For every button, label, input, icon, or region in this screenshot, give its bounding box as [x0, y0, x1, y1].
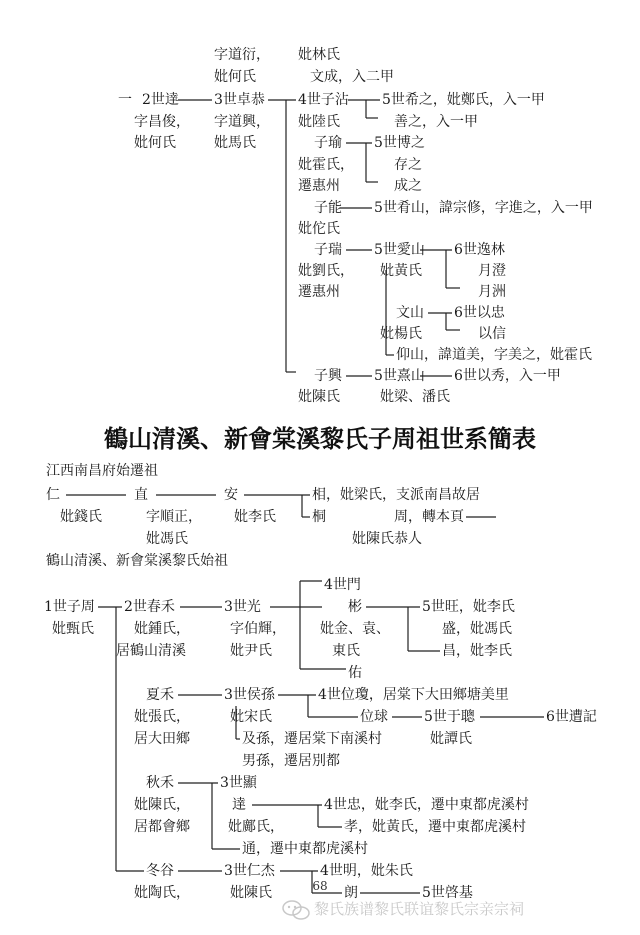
genealogy-entry: 及孫，遷居棠下南溪村 [242, 731, 382, 747]
genealogy-entry: 妣宋氏 [230, 709, 272, 725]
genealogy-entry: 3世仁杰 [224, 863, 275, 879]
genealogy-entry: 昌，妣李氏 [442, 643, 512, 659]
genealogy-entry: 妣張氏， [134, 709, 190, 725]
genealogy-entry: 4世子沾 [298, 92, 349, 108]
genealogy-entry: 安 [224, 487, 238, 503]
genealogy-entry: 江西南昌府始遷祖 [46, 463, 158, 479]
genealogy-entry: 5世旺，妣李氏 [422, 599, 515, 615]
genealogy-entry: 周，轉本頁 [394, 509, 464, 525]
genealogy-entry: 3世卓恭 [214, 92, 265, 108]
genealogy-entry: 4世忠，妣李氏，遷中東都虎溪村 [324, 797, 529, 813]
genealogy-entry: 達 [232, 797, 246, 813]
genealogy-entry: 5世博之 [374, 135, 425, 151]
genealogy-entry: 子瑞 [314, 242, 342, 258]
genealogy-entry: 存之 [394, 157, 422, 173]
genealogy-entry: 以信 [478, 326, 506, 342]
genealogy-entry: 盛，妣馮氏 [442, 621, 512, 637]
genealogy-entry: 妣陳氏恭人 [352, 531, 422, 547]
genealogy-entry: 通，遷中東都虎溪村 [242, 841, 368, 857]
genealogy-entry: 4世明，妣朱氏 [320, 863, 413, 879]
genealogy-entry: 遷惠州 [298, 284, 340, 300]
genealogy-entry: 遷惠州 [298, 178, 340, 194]
genealogy-entry: 妣甄氏 [52, 621, 94, 637]
genealogy-entry: 仰山，諱道美，字美之，妣霍氏 [396, 347, 592, 363]
genealogy-entry: 妣馮氏 [146, 531, 188, 547]
genealogy-entry: 位球 [360, 709, 388, 725]
genealogy-entry: 直 [134, 487, 148, 503]
genealogy-entry: 妣何氏 [214, 69, 256, 85]
genealogy-entry: 5世熹山 [374, 368, 425, 384]
genealogy-entry: 5世希之，妣鄭氏，入一甲 [382, 92, 545, 108]
genealogy-entry: 居大田鄉 [134, 731, 190, 747]
genealogy-entry: 5世啓基 [422, 885, 473, 901]
genealogy-entry: 妣佗氏 [298, 221, 340, 237]
genealogy-entry: 妣錢氏 [60, 509, 102, 525]
genealogy-entry: 妣何氏 [134, 135, 176, 151]
genealogy-entry: 3世光 [224, 599, 261, 615]
genealogy-entry: 5世于聰 [424, 709, 475, 725]
genealogy-entry: 2世春禾 [124, 599, 175, 615]
genealogy-entry: 妣陳氏 [298, 389, 340, 405]
genealogy-entry: 4世門 [324, 577, 361, 593]
genealogy-entry: 字道興， [214, 114, 270, 130]
genealogy-entry: 4世位瓊，居棠下大田鄉塘美里 [318, 687, 509, 703]
genealogy-entry: 文成，入二甲 [310, 69, 394, 85]
genealogy-entry: 佑 [348, 665, 362, 681]
genealogy-entry: 冬谷 [146, 863, 174, 879]
genealogy-entry: 字順正， [146, 509, 202, 525]
watermark-text: 黎氏族谱黎氏联谊黎氏宗亲宗祠 [314, 900, 525, 918]
genealogy-entry: 桐 [312, 509, 326, 525]
genealogy-entry: 2世達 [142, 92, 179, 108]
genealogy-entry: 3世顯 [220, 775, 257, 791]
page-title: 鶴山清溪、新會棠溪黎氏子周祖世系簡表 [104, 424, 536, 453]
genealogy-entry: 成之 [394, 178, 422, 194]
genealogy-entry: 子能 [314, 200, 342, 216]
genealogy-entry: 月洲 [478, 284, 506, 300]
genealogy-entry: 6世以秀，入一甲 [454, 368, 561, 384]
genealogy-entry: 妣尹氏 [230, 643, 272, 659]
genealogy-entry: 妣林氏 [298, 47, 340, 63]
genealogy-entry: 居都會鄉 [134, 819, 190, 835]
genealogy-entry: 相，妣梁氏，支派南昌故居 [312, 487, 480, 503]
genealogy-entry: 東氏 [332, 643, 360, 659]
genealogy-entry: 妣霍氏， [298, 157, 354, 173]
genealogy-entry: 妣陳氏， [134, 797, 190, 813]
genealogy-entry: 妣楊氏 [380, 326, 422, 342]
genealogy-entry: 字昌俊， [134, 114, 190, 130]
genealogy-entry: 妣鄺氏， [228, 819, 284, 835]
genealogy-entry: 妣李氏 [234, 509, 276, 525]
genealogy-entry: 善之，入一甲 [394, 114, 478, 130]
genealogy-entry: 鶴山清溪、新會棠溪黎氏始祖 [46, 553, 228, 569]
wechat-icon [282, 900, 310, 920]
genealogy-entry: 夏禾 [146, 687, 174, 703]
genealogy-entry: 妣金、袁、 [320, 621, 390, 637]
genealogy-entry: 字道衍， [214, 47, 270, 63]
genealogy-entry: 妣陶氏， [134, 885, 190, 901]
genealogy-entry: 朗 [344, 885, 358, 901]
genealogy-entry: 文山 [396, 305, 424, 321]
genealogy-entry: 妣陸氏 [298, 114, 340, 130]
genealogy-entry: 6世逸林 [454, 242, 505, 258]
genealogy-entry: 妣劉氏， [298, 263, 354, 279]
genealogy-entry: 月澄 [478, 263, 506, 279]
genealogy-entry: 1世子周 [44, 599, 95, 615]
genealogy-entry: 3世侯孫 [224, 687, 275, 703]
genealogy-entry: 妣譚氏 [430, 731, 472, 747]
genealogy-entry: 子瑜 [314, 135, 342, 151]
genealogy-entry: 6世以忠 [454, 305, 505, 321]
genealogy-entry: 6世遭記 [546, 709, 597, 725]
genealogy-entry: 仁 [46, 487, 60, 503]
genealogy-entry: 妣黃氏 [380, 263, 422, 279]
genealogy-entry: 妣陳氏 [230, 885, 272, 901]
genealogy-entry: 妣鍾氏， [134, 621, 190, 637]
genealogy-entry: 一 [118, 92, 132, 108]
genealogy-entry: 彬 [348, 599, 362, 615]
genealogy-entry: 字伯輝， [230, 621, 286, 637]
genealogy-entry: 男孫，遷居別都 [242, 753, 340, 769]
genealogy-entry: 妣馬氏 [214, 135, 256, 151]
genealogy-entry: 秋禾 [146, 775, 174, 791]
page-number: 68 [312, 879, 328, 893]
genealogy-entry: 妣梁、潘氏 [380, 389, 450, 405]
genealogy-entry: 5世肴山，諱宗修，字進之，入一甲 [374, 200, 593, 216]
genealogy-entry: 居鶴山清溪 [116, 643, 186, 659]
genealogy-entry: 子興 [314, 368, 342, 384]
genealogy-entry: 孝，妣黃氏，遷中東都虎溪村 [344, 819, 526, 835]
genealogy-entry: 5世愛山 [374, 242, 425, 258]
